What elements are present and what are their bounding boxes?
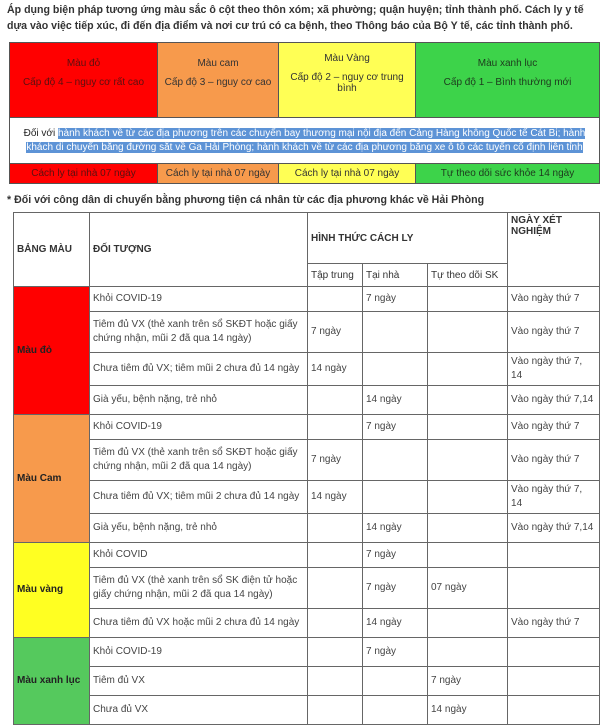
self-cell bbox=[428, 353, 508, 386]
home-cell: 14 ngày bbox=[363, 609, 428, 638]
concentrated-cell bbox=[308, 667, 363, 696]
concentrated-cell bbox=[308, 568, 363, 609]
self-cell bbox=[428, 440, 508, 481]
header-concentrated: Tập trung bbox=[308, 264, 363, 287]
concentrated-cell bbox=[308, 287, 363, 312]
test-cell bbox=[508, 638, 600, 667]
intro-paragraph: Áp dụng biện pháp tương ứng màu sắc ô cột theo thôn xóm; xã phường; quận huyện; tỉnh thành phố. Cách ly y tế dựa vào việc tiếp xúc, đi đến địa điểm và nơi cư trú có ca bệnh, theo Thông báo của Bộ Y tế, các tỉnh thành phố. bbox=[7, 4, 584, 32]
level-green-cell bbox=[416, 43, 600, 118]
header-subject: ĐỐI TƯỢNG bbox=[90, 213, 308, 287]
test-cell bbox=[508, 667, 600, 696]
level-desc: Cấp độ 3 – nguy cơ cao bbox=[164, 77, 272, 88]
subject-cell: Chưa tiêm đủ VX hoặc mũi 2 chưa đủ 14 ngày bbox=[90, 609, 308, 638]
concentrated-cell bbox=[308, 543, 363, 568]
subject-cell: Chưa tiêm đủ VX; tiêm mũi 2 chưa đủ 14 ngày bbox=[90, 481, 308, 514]
level-desc: Cấp độ 2 – nguy cơ trung bình bbox=[290, 71, 404, 94]
self-cell bbox=[428, 543, 508, 568]
test-cell bbox=[508, 543, 600, 568]
concentrated-cell bbox=[308, 638, 363, 667]
self-cell bbox=[428, 514, 508, 543]
level-title: Màu Vàng bbox=[324, 52, 370, 64]
test-cell: Vào ngày thứ 7,14 bbox=[508, 386, 600, 415]
home-cell bbox=[363, 440, 428, 481]
subject-cell: Già yếu, bệnh nặng, trẻ nhỏ bbox=[90, 514, 308, 543]
table-row bbox=[14, 287, 600, 312]
subject-cell: Già yếu, bệnh nặng, trẻ nhỏ bbox=[90, 386, 308, 415]
subject-cell: Tiêm đủ VX (thẻ xanh trên sổ SKĐT hoặc giấy chứng nhận, mũi 2 đã qua 14 ngày) bbox=[90, 440, 308, 481]
table-row bbox=[14, 312, 600, 353]
home-cell bbox=[363, 353, 428, 386]
home-cell: 7 ngày bbox=[363, 287, 428, 312]
level-title: Màu xanh lục bbox=[477, 58, 538, 69]
header-form: HÌNH THỨC CÁCH LY bbox=[308, 213, 508, 264]
home-cell: 14 ngày bbox=[363, 386, 428, 415]
table-row bbox=[14, 353, 600, 386]
self-cell bbox=[428, 287, 508, 312]
home-cell bbox=[363, 481, 428, 514]
table-row bbox=[14, 415, 600, 440]
table-row bbox=[14, 386, 600, 415]
home-cell: 7 ngày bbox=[363, 638, 428, 667]
applies-prefix: Đối với bbox=[23, 127, 58, 139]
concentrated-cell bbox=[308, 609, 363, 638]
group-orange: Màu Cam bbox=[14, 415, 90, 543]
concentrated-cell bbox=[308, 386, 363, 415]
table-row bbox=[14, 543, 600, 568]
private-vehicle-note: * Đối với công dân di chuyển bằng phương tiện cá nhân từ các địa phương khác về Hải Phòng bbox=[7, 194, 485, 206]
group-yellow: Màu vàng bbox=[14, 543, 90, 638]
concentrated-cell bbox=[308, 415, 363, 440]
measure-red: Cách ly tại nhà 07 ngày bbox=[10, 164, 158, 184]
level-red-cell bbox=[10, 43, 158, 118]
home-cell bbox=[363, 696, 428, 725]
table-row bbox=[14, 638, 600, 667]
concentrated-cell: 14 ngày bbox=[308, 481, 363, 514]
selected-text[interactable]: hành khách về từ các địa phương trên các chuyến bay thương mại nội địa đến Cảng Hàng không Quốc tế Cát Bi; hành khách di chuyển bằng đường sắt về Ga Hải Phòng; hành khách về từ các địa phương bằng xe ô tô các tuyến cố định liên tỉnh bbox=[26, 127, 586, 153]
self-cell bbox=[428, 386, 508, 415]
home-cell: 7 ngày bbox=[363, 568, 428, 609]
test-cell: Vào ngày thứ 7, 14 bbox=[508, 353, 600, 386]
table-row bbox=[14, 667, 600, 696]
table-row bbox=[14, 440, 600, 481]
concentrated-cell bbox=[308, 696, 363, 725]
self-cell bbox=[428, 609, 508, 638]
table-row bbox=[14, 514, 600, 543]
test-cell bbox=[508, 568, 600, 609]
measure-orange: Cách ly tại nhà 07 ngày bbox=[158, 164, 279, 184]
home-cell bbox=[363, 667, 428, 696]
subject-cell: Khỏi COVID-19 bbox=[90, 638, 308, 667]
quarantine-table bbox=[13, 212, 600, 725]
table-row bbox=[14, 696, 600, 725]
table-row bbox=[14, 568, 600, 609]
subject-cell: Khỏi COVID-19 bbox=[90, 415, 308, 440]
header-test-day: NGÀY XÉT NGHIỆM bbox=[508, 213, 600, 287]
home-cell: 14 ngày bbox=[363, 514, 428, 543]
test-cell: Vào ngày thứ 7 bbox=[508, 312, 600, 353]
header-home: Tại nhà bbox=[363, 264, 428, 287]
self-cell: 07 ngày bbox=[428, 568, 508, 609]
test-cell: Vào ngày thứ 7 bbox=[508, 287, 600, 312]
home-cell bbox=[363, 312, 428, 353]
header-self-monitor: Tự theo dõi SK bbox=[428, 264, 508, 287]
subject-cell: Chưa đủ VX bbox=[90, 696, 308, 725]
concentrated-cell: 7 ngày bbox=[308, 312, 363, 353]
test-cell: Vào ngày thứ 7, 14 bbox=[508, 481, 600, 514]
subject-cell: Chưa tiêm đủ VX; tiêm mũi 2 chưa đủ 14 ngày bbox=[90, 353, 308, 386]
test-cell bbox=[508, 696, 600, 725]
test-cell: Vào ngày thứ 7 bbox=[508, 415, 600, 440]
applies-to-cell[interactable] bbox=[10, 118, 600, 164]
self-cell: 7 ngày bbox=[428, 667, 508, 696]
self-cell bbox=[428, 481, 508, 514]
group-green: Màu xanh lục bbox=[14, 638, 90, 725]
concentrated-cell: 14 ngày bbox=[308, 353, 363, 386]
test-cell: Vào ngày thứ 7,14 bbox=[508, 514, 600, 543]
level-title: Màu cam bbox=[197, 58, 239, 69]
alert-level-table bbox=[9, 42, 600, 184]
header-color: BẢNG MÀU bbox=[14, 213, 90, 287]
subject-cell: Khỏi COVID-19 bbox=[90, 287, 308, 312]
concentrated-cell bbox=[308, 514, 363, 543]
measure-yellow: Cách ly tại nhà 07 ngày bbox=[279, 164, 416, 184]
subject-cell: Tiêm đủ VX (thẻ xanh trên sổ SKĐT hoặc giấy chứng nhận, mũi 2 đã qua 14 ngày) bbox=[90, 312, 308, 353]
self-cell bbox=[428, 415, 508, 440]
level-yellow-cell bbox=[279, 43, 416, 118]
concentrated-cell: 7 ngày bbox=[308, 440, 363, 481]
group-red: Màu đỏ bbox=[14, 287, 90, 415]
level-orange-cell bbox=[158, 43, 279, 118]
level-desc: Cấp độ 1 – Bình thường mới bbox=[443, 77, 572, 88]
self-cell: 14 ngày bbox=[428, 696, 508, 725]
measure-green: Tự theo dõi sức khỏe 14 ngày bbox=[416, 164, 600, 184]
table-row bbox=[14, 609, 600, 638]
home-cell: 7 ngày bbox=[363, 415, 428, 440]
level-title: Màu đỏ bbox=[66, 58, 101, 69]
table-row bbox=[14, 481, 600, 514]
test-cell: Vào ngày thứ 7 bbox=[508, 440, 600, 481]
subject-cell: Khỏi COVID bbox=[90, 543, 308, 568]
self-cell bbox=[428, 638, 508, 667]
home-cell: 7 ngày bbox=[363, 543, 428, 568]
subject-cell: Tiêm đủ VX bbox=[90, 667, 308, 696]
self-cell bbox=[428, 312, 508, 353]
test-cell: Vào ngày thứ 7 bbox=[508, 609, 600, 638]
subject-cell: Tiêm đủ VX (thẻ xanh trên sổ SK điện tử hoặc giấy chứng nhận, mũi 2 đã qua 14 ngày) bbox=[90, 568, 308, 609]
level-desc: Cấp độ 4 – nguy cơ rất cao bbox=[22, 77, 145, 88]
